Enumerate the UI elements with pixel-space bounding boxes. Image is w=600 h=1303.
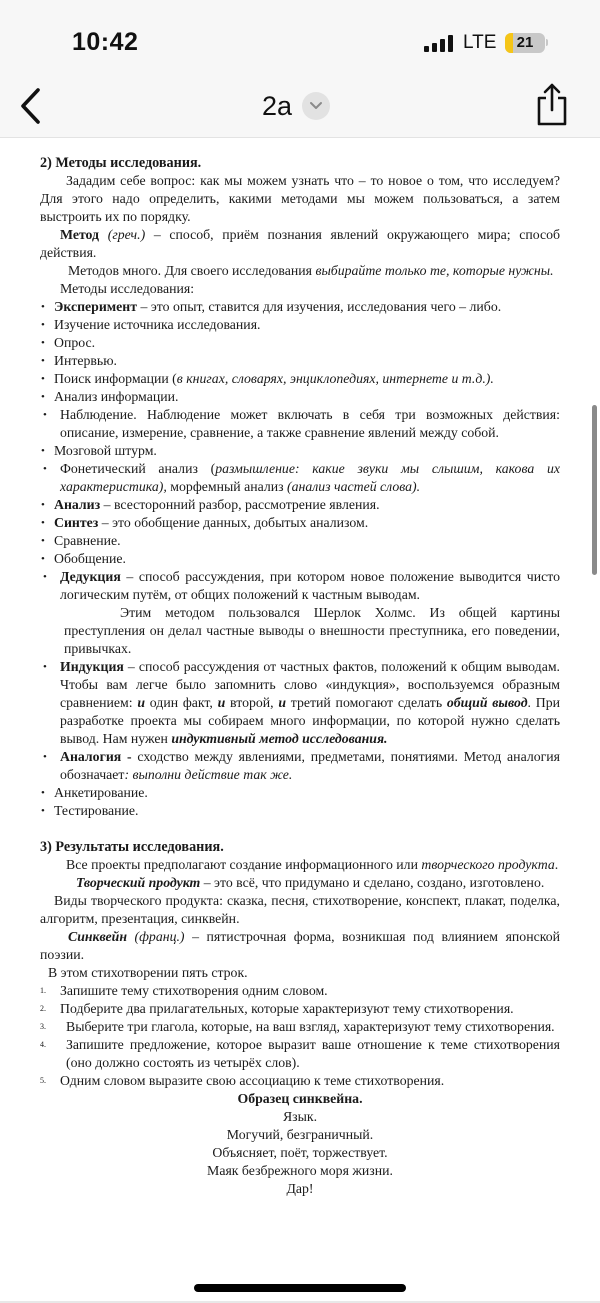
clock: 10:42 bbox=[72, 28, 139, 56]
step-text: Запишите тему стихотворения одним словом. bbox=[60, 983, 328, 998]
cinquain-def: – пятистрочная форма, возникшая под влиянием японской поэзии. bbox=[40, 929, 560, 962]
item-text: . При разработке проекта мы собираем много информации, по которой нужно сделать вывод. Нам нужен bbox=[60, 695, 560, 746]
step-text: Запишите предложение, которое выразит ваше отношение к теме стихотворения (оно должно состоять из четырёх слов). bbox=[66, 1037, 560, 1070]
cinquain-definition bbox=[40, 928, 560, 964]
numbered-step bbox=[40, 982, 560, 1000]
item-text: Обобщение. bbox=[54, 551, 126, 566]
item-term: Аналогия - bbox=[60, 749, 132, 764]
emphasis-inductive-method: индуктивный метод исследования. bbox=[171, 731, 388, 746]
share-button[interactable] bbox=[534, 82, 570, 128]
step-number: 1. bbox=[40, 986, 46, 995]
method-term: Метод bbox=[60, 227, 100, 242]
bullet: • bbox=[41, 535, 45, 547]
item-term: Синтез bbox=[54, 515, 99, 530]
list-item bbox=[40, 334, 560, 352]
cellular-signal-icon bbox=[424, 35, 454, 52]
numbered-step bbox=[40, 1036, 560, 1072]
list-item bbox=[40, 316, 560, 334]
step-number: 2. bbox=[40, 1004, 46, 1013]
item-text: Интервью. bbox=[54, 353, 117, 368]
item-term: Индукция bbox=[60, 659, 124, 674]
bullet: • bbox=[41, 805, 45, 817]
item-italic: размышление: какие звуки мы слышим, какова их характеристика), bbox=[60, 461, 560, 494]
methods-list-title: Методы исследования: bbox=[60, 281, 195, 296]
list-item bbox=[40, 748, 560, 784]
bullet: • bbox=[41, 787, 45, 799]
bullet: • bbox=[41, 373, 45, 385]
item-term: Эксперимент bbox=[54, 299, 138, 314]
item-text: Анализ информации. bbox=[54, 389, 179, 404]
title-menu-button[interactable] bbox=[302, 92, 330, 120]
list-item bbox=[40, 568, 560, 604]
emphasis-and: и bbox=[278, 695, 287, 710]
bullet: • bbox=[41, 445, 45, 457]
item-text: Сравнение. bbox=[54, 533, 121, 548]
item-text: Анкетирование. bbox=[54, 785, 148, 800]
item-text: один факт, bbox=[145, 695, 218, 710]
item-italic-2: (анализ частей слова). bbox=[287, 479, 421, 494]
document-title: 2a bbox=[262, 90, 293, 121]
step-text: Подберите два прилагательных, которые характеризуют тему стихотворения. bbox=[60, 1001, 514, 1016]
deduction-example: Этим методом пользовался Шерлок Холмс. Из общей картины преступления он делал частные выводы о внешности преступника, его поведении, привычках. bbox=[64, 605, 560, 656]
bullet: • bbox=[41, 355, 45, 367]
step-text: Одним словом выразите свою ассоциацию к теме стихотворения. bbox=[60, 1073, 445, 1088]
item-italic: в книгах, словарях, энциклопедиях, интернете и т.д.). bbox=[176, 371, 494, 386]
emphasis-general-conclusion: общий вывод bbox=[446, 695, 528, 710]
list-item bbox=[40, 406, 560, 442]
home-indicator[interactable] bbox=[194, 1284, 406, 1292]
item-text: – это опыт, ставится для изучения, исследования чего – либо. bbox=[137, 299, 502, 314]
chevron-left-icon bbox=[16, 86, 50, 126]
bullet: • bbox=[41, 553, 45, 565]
many-methods-note bbox=[40, 262, 560, 280]
step-number: 5. bbox=[40, 1076, 46, 1085]
projects-italic: творческого продукта bbox=[421, 857, 555, 872]
cinquain-line: Дар! bbox=[286, 1181, 314, 1196]
section-heading-results: 3) Результаты исследования. bbox=[40, 839, 224, 855]
document-page bbox=[40, 154, 560, 1198]
list-item bbox=[40, 550, 560, 568]
battery-tip bbox=[546, 39, 548, 46]
item-text: Наблюдение. Наблюдение может включать в себя три возможных действия: описание, измерение, сравнение, а также сравнение явлений между собой. bbox=[60, 407, 560, 440]
list-item bbox=[40, 658, 560, 748]
product-term: Творческий продукт bbox=[76, 875, 201, 890]
spacer bbox=[40, 820, 560, 838]
bullet: • bbox=[43, 571, 47, 583]
item-text: Изучение источника исследования. bbox=[54, 317, 261, 332]
bullet: • bbox=[41, 337, 45, 349]
back-button[interactable] bbox=[16, 86, 50, 126]
item-text: – способ рассуждения, при котором новое положение выводится чисто логическим путём, от общих положений к частным выводам. bbox=[60, 569, 560, 602]
step-number: 3. bbox=[40, 1022, 46, 1031]
list-item bbox=[40, 532, 560, 550]
document-viewer[interactable] bbox=[0, 138, 600, 1303]
item-italic: : выполни действие так же. bbox=[124, 767, 293, 782]
cinquain-line: Язык. bbox=[282, 1109, 318, 1124]
methods-intro: Зададим себе вопрос: как мы можем узнать что – то новое о том, что исследуем? Для этого надо определить, какими методами мы можем пользоваться, а затем выстроить их по порядку. bbox=[40, 173, 560, 224]
projects-paragraph bbox=[40, 856, 560, 874]
five-lines-note: В этом стихотворении пять строк. bbox=[48, 965, 248, 980]
bullet: • bbox=[43, 661, 47, 673]
battery-icon bbox=[505, 33, 545, 53]
step-number: 4. bbox=[40, 1040, 46, 1049]
share-icon bbox=[534, 82, 570, 128]
list-item bbox=[40, 370, 560, 388]
numbered-step bbox=[40, 1018, 560, 1036]
chevron-down-icon bbox=[309, 101, 323, 111]
item-term: Анализ bbox=[54, 497, 101, 512]
list-item bbox=[40, 784, 560, 802]
item-text: Фонетический анализ ( bbox=[60, 461, 216, 476]
emphasis-and: и bbox=[137, 695, 146, 710]
item-text: второй, bbox=[225, 695, 279, 710]
projects-plain: Все проекты предполагают создание информационного или bbox=[66, 857, 422, 872]
item-text: Мозговой штурм. bbox=[54, 443, 157, 458]
method-definition bbox=[40, 226, 560, 262]
item-text: третий помогают сделать bbox=[286, 695, 447, 710]
list-item bbox=[40, 496, 560, 514]
network-type: LTE bbox=[463, 32, 497, 53]
item-text: Опрос. bbox=[54, 335, 96, 350]
item-text: – это обобщение данных, добытых анализом. bbox=[98, 515, 369, 530]
cinquain-sample-title: Образец синквейна. bbox=[237, 1091, 363, 1106]
list-item bbox=[40, 298, 560, 316]
product-def: – это всё, что придумано и сделано, создано, изготовлено. bbox=[200, 875, 545, 890]
cinquain-origin: (франц.) bbox=[126, 929, 185, 944]
method-def-text: – способ, приём познания явлений окружающего мира; способ действия. bbox=[40, 227, 561, 260]
item-text: Тестирование. bbox=[54, 803, 139, 818]
cinquain-line: Объясняет, поёт, торжествует. bbox=[212, 1145, 388, 1160]
creative-product-definition bbox=[40, 874, 560, 892]
many-methods-plain: Методов много. Для своего исследования bbox=[68, 263, 316, 278]
scrollbar-thumb[interactable] bbox=[592, 405, 597, 575]
product-types: Виды творческого продукта: сказка, песня, стихотворение, конспект, плакат, поделка, алгоритм, презентация, синквейн. bbox=[40, 893, 560, 926]
battery-percent: 21 bbox=[516, 34, 534, 51]
numbered-step bbox=[40, 1000, 560, 1018]
item-text: сходство между явлениями, предметами, понятиями. Метод аналогия обозначает bbox=[60, 749, 560, 782]
method-origin: (греч.) bbox=[107, 227, 146, 242]
projects-end: . bbox=[554, 857, 559, 872]
item-text-after: морфемный анализ bbox=[166, 479, 288, 494]
bullet: • bbox=[41, 319, 45, 331]
item-term: Дедукция bbox=[60, 569, 121, 584]
bullet: • bbox=[41, 517, 45, 529]
numbered-step bbox=[40, 1072, 560, 1090]
item-text: – всесторонний разбор, рассмотрение явления. bbox=[100, 497, 380, 512]
step-text: Выберите три глагола, которые, на ваш взгляд, характеризуют тему стихотворения. bbox=[66, 1019, 555, 1034]
many-methods-italic: выбирайте только те, которые нужны. bbox=[315, 263, 554, 278]
list-item bbox=[40, 802, 560, 820]
bullet: • bbox=[41, 391, 45, 403]
bullet: • bbox=[43, 751, 47, 763]
list-item bbox=[40, 514, 560, 532]
list-item bbox=[40, 460, 560, 496]
emphasis-and: и bbox=[217, 695, 226, 710]
status-bar bbox=[0, 0, 600, 80]
list-item bbox=[40, 442, 560, 460]
document-title-menu[interactable] bbox=[262, 86, 330, 126]
item-text: – способ рассуждения от частных фактов, положений к общим выводам. Чтобы вам легче было запомнить слово «индукция», воспользуемся образным сравнением: bbox=[60, 659, 560, 710]
cinquain-term: Синквейн bbox=[68, 929, 127, 944]
bullet: • bbox=[41, 499, 45, 511]
list-item bbox=[40, 388, 560, 406]
navigation-bar bbox=[0, 80, 600, 138]
item-text: Поиск информации ( bbox=[54, 371, 177, 386]
bullet: • bbox=[43, 409, 47, 421]
cinquain-line: Маяк безбрежного моря жизни. bbox=[207, 1163, 393, 1178]
list-item bbox=[40, 352, 560, 370]
bullet: • bbox=[43, 463, 47, 475]
section-heading-methods: 2) Методы исследования. bbox=[40, 155, 202, 171]
bullet: • bbox=[41, 301, 45, 313]
cinquain-line: Могучий, безграничный. bbox=[226, 1127, 374, 1142]
